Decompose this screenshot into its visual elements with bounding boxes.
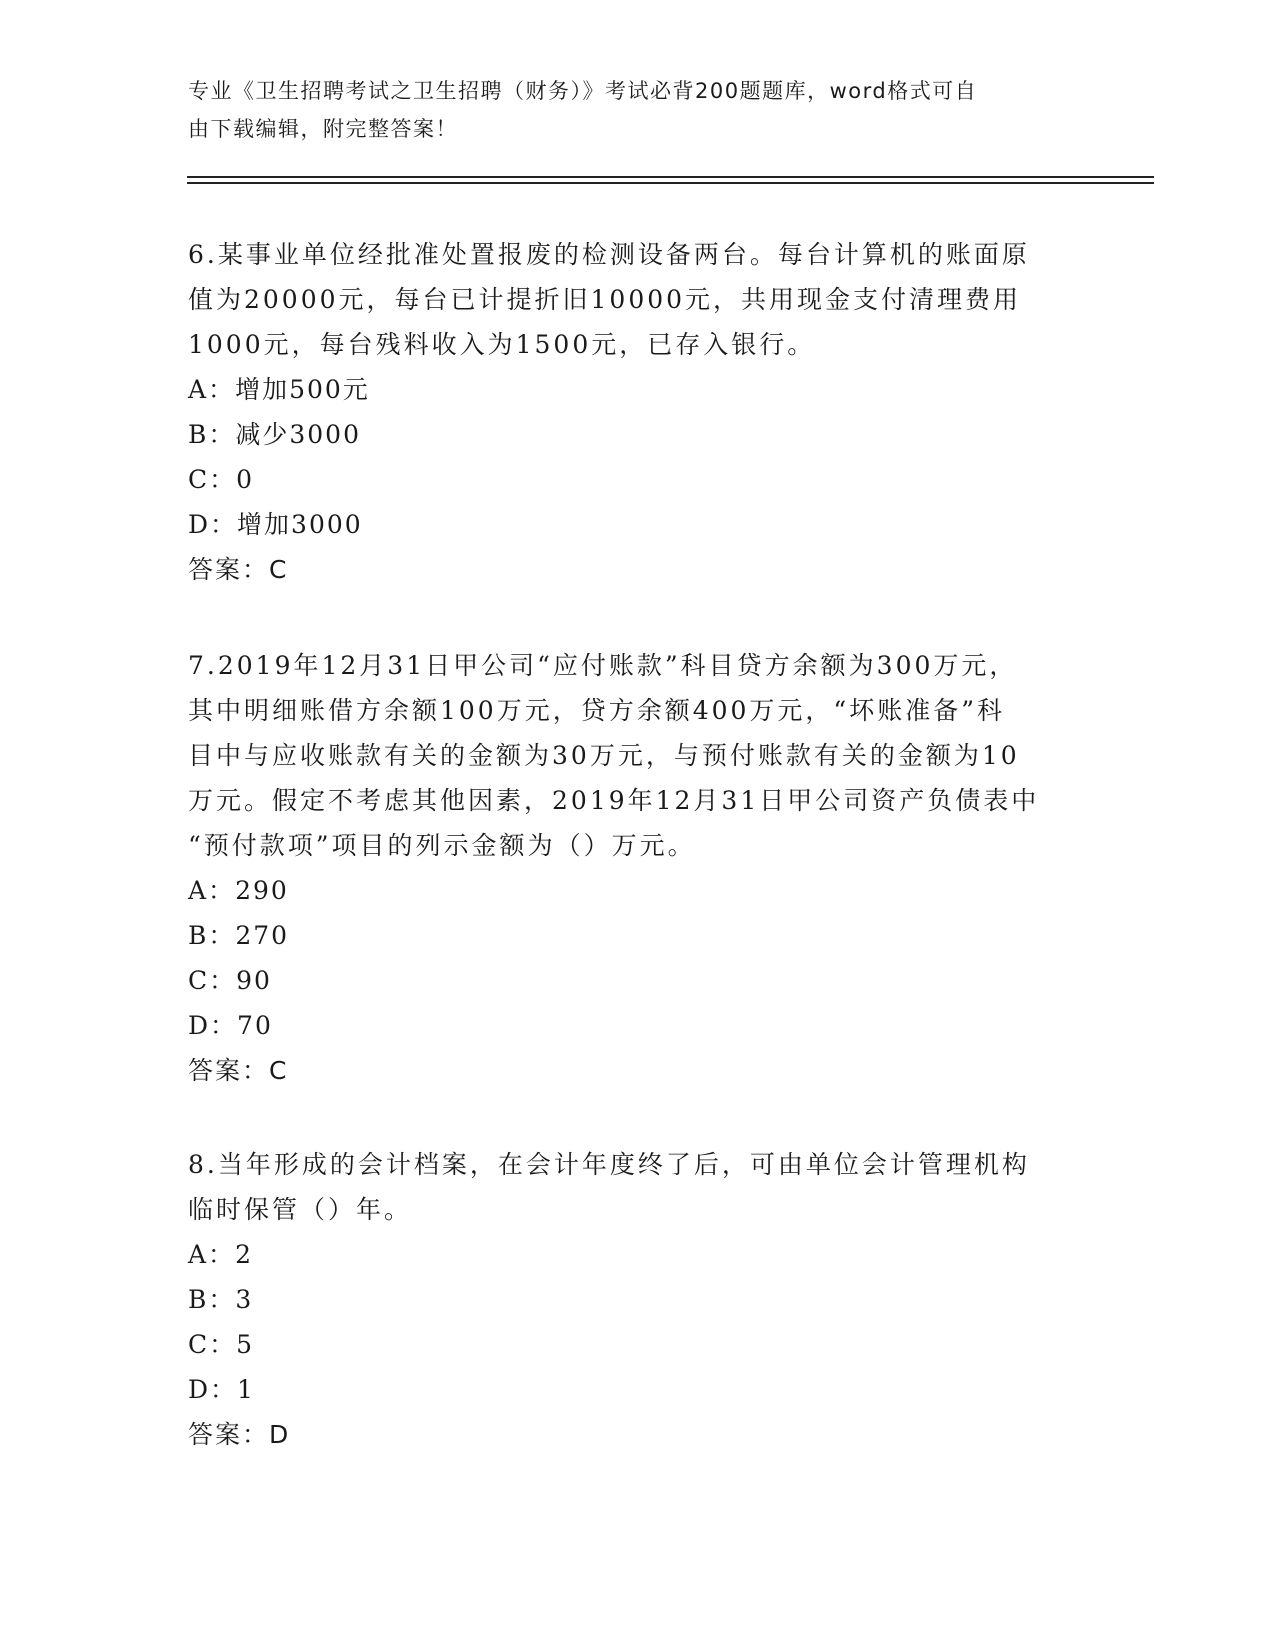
question-stem-line: 1000元，每台残料收入为1500元，已存入银行。 (188, 330, 816, 359)
answer-line: 答案：C (188, 1056, 289, 1085)
option-text: 0 (236, 465, 255, 494)
option-d (188, 1367, 1068, 1412)
question-stem-line: 其中明细账借方余额100万元，贷方余额400万元，“坏账准备”科 (188, 696, 1005, 725)
question-stem-line: 临时保管（）年。 (188, 1195, 413, 1224)
question-8 (188, 1142, 1068, 1457)
option-letter: A： (188, 876, 236, 905)
option-b (188, 412, 1068, 457)
option-b (188, 1277, 1068, 1322)
option-text: 1 (237, 1375, 255, 1404)
question-stem-line: 7.2019年12月31日甲公司“应付账款”科目贷方余额为300万元， (188, 651, 1018, 680)
option-c (188, 1322, 1068, 1367)
header-divider (187, 176, 1154, 178)
option-text: 290 (235, 876, 289, 905)
option-text: 2 (235, 1240, 253, 1269)
option-letter: A： (188, 375, 236, 404)
question-stem-line: 万元。假定不考虑其他因素，2019年12月31日甲公司资产负债表中 (188, 786, 1040, 815)
question-stem-line: “预付款项”项目的列示金额为（）万元。 (188, 831, 696, 860)
document-header (188, 72, 1068, 148)
option-letter: C： (188, 1330, 237, 1359)
option-letter: C： (188, 465, 237, 494)
option-letter: B： (188, 921, 236, 950)
option-letter: D： (188, 1011, 238, 1040)
option-a (188, 367, 1068, 412)
option-c (188, 457, 1068, 502)
option-text: 5 (236, 1330, 255, 1359)
option-d (188, 1003, 1068, 1048)
header-divider (187, 182, 1154, 184)
option-letter: D： (188, 1375, 238, 1404)
answer-line: 答案：D (188, 1420, 291, 1449)
question-stem-line: 6.某事业单位经批准处置报废的检测设备两台。每台计算机的账面原 (188, 240, 1030, 269)
header-line: 由下载编辑，附完整答案！ (188, 117, 458, 141)
question-stem-line: 值为20000元，每台已计提折旧10000元，共用现金支付清理费用 (188, 285, 1022, 314)
answer-line: 答案：C (188, 555, 289, 584)
option-letter: A： (188, 1240, 236, 1269)
option-letter: C： (188, 966, 237, 995)
option-text: 90 (236, 966, 272, 995)
option-text: 70 (237, 1011, 273, 1040)
option-text: 3 (235, 1285, 254, 1314)
option-b (188, 913, 1068, 958)
option-letter: B： (188, 420, 236, 449)
option-text: 减少3000 (235, 420, 361, 449)
option-d (188, 502, 1068, 547)
option-a (188, 868, 1068, 913)
option-a (188, 1232, 1068, 1277)
question-stem-line: 8.当年形成的会计档案，在会计年度终了后，可由单位会计管理机构 (188, 1150, 1030, 1179)
option-letter: B： (188, 1285, 236, 1314)
option-text: 增加3000 (237, 510, 363, 539)
option-c (188, 958, 1068, 1003)
question-stem-line: 目中与应收账款有关的金额为30万元，与预付账款有关的金额为10 (188, 741, 1020, 770)
question-6 (188, 232, 1068, 592)
header-line: 专业《卫生招聘考试之卫生招聘（财务）》考试必背200题题库，word格式可自 (188, 79, 978, 103)
question-7 (188, 643, 1068, 1093)
option-letter: D： (188, 510, 238, 539)
option-text: 270 (235, 921, 290, 950)
option-text: 增加500元 (235, 375, 370, 404)
